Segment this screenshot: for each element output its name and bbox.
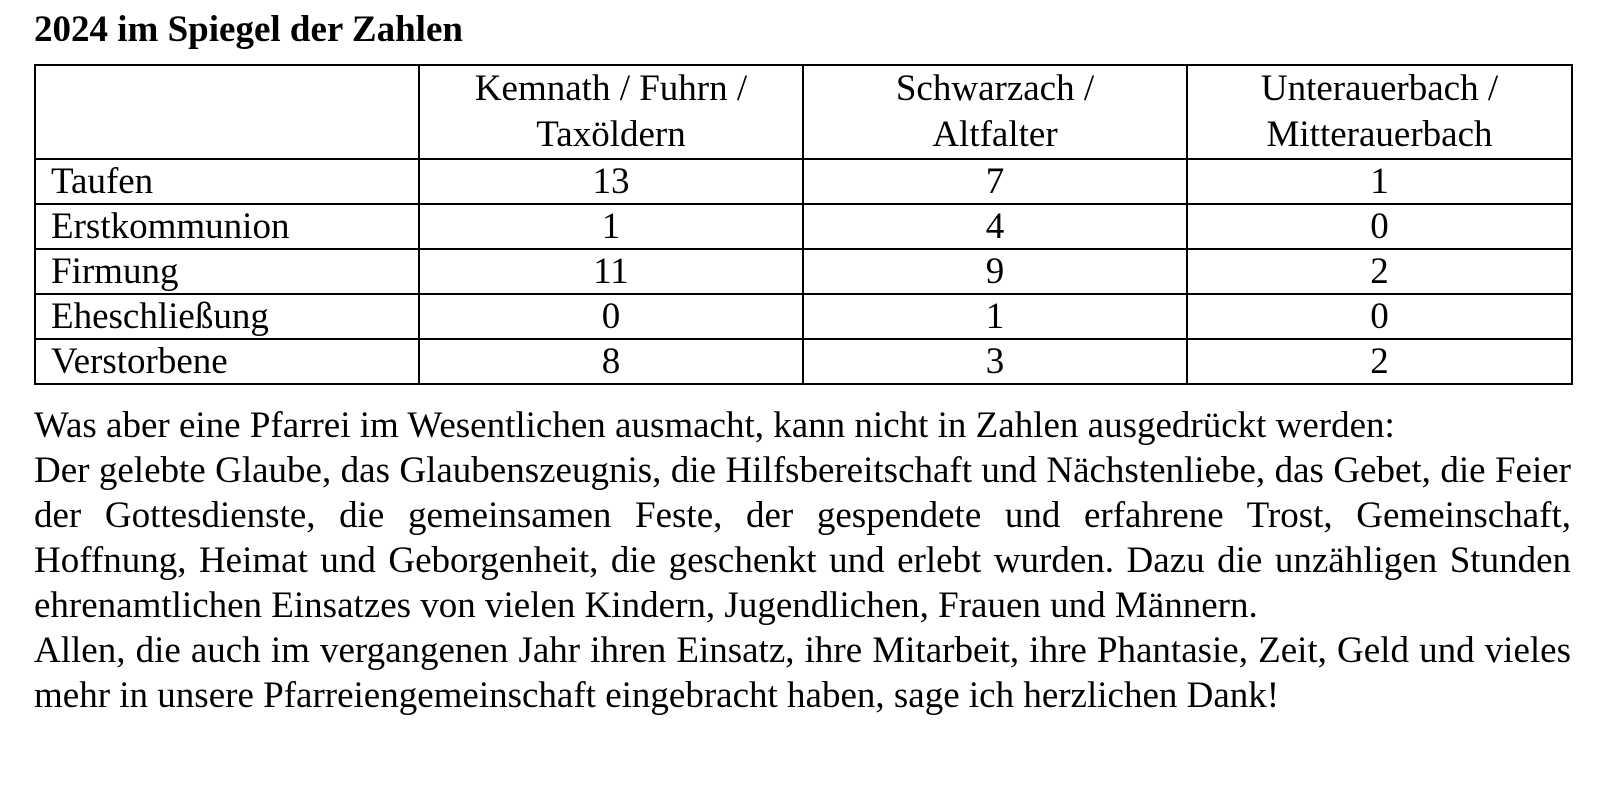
table-row xyxy=(35,294,1572,339)
table-cell: 1 xyxy=(419,204,803,249)
table-cell: 7 xyxy=(803,159,1187,204)
row-label: Eheschließung xyxy=(35,294,419,339)
header-line: Taxöldern xyxy=(536,114,686,155)
page-title: 2024 im Spiegel der Zahlen xyxy=(34,9,463,50)
row-label: Verstorbene xyxy=(35,339,419,384)
table-row xyxy=(35,159,1572,204)
document-page xyxy=(34,0,1571,716)
table-row xyxy=(35,204,1572,249)
paragraph-thanks: Allen, die auch im vergangenen Jahr ihren Einsatz, ihre Mitarbeit, ihre Phantasie, Zeit, Geld und vieles mehr in unsere Pfarreiengemeinschaft eingebracht haben, sage ich herzlichen Dank! xyxy=(34,630,1571,716)
body-text xyxy=(34,403,1571,718)
table-cell: 1 xyxy=(803,294,1187,339)
header-line: Altfalter xyxy=(932,114,1058,155)
statistics-table xyxy=(34,64,1573,385)
table-row xyxy=(35,249,1572,294)
table-cell: 1 xyxy=(1187,159,1572,204)
table-cell: 4 xyxy=(803,204,1187,249)
table-cell: 11 xyxy=(419,249,803,294)
row-label: Erstkommunion xyxy=(35,204,419,249)
table-cell: 0 xyxy=(1187,204,1572,249)
row-label: Taufen xyxy=(35,159,419,204)
header-line: Kemnath / Fuhrn / xyxy=(474,68,748,109)
table-cell: 0 xyxy=(419,294,803,339)
table-cell: 3 xyxy=(803,339,1187,384)
paragraph-intro: Was aber eine Pfarrei im Wesentlichen ausmacht, kann nicht in Zahlen ausgedrückt werden: xyxy=(34,405,1395,446)
header-cell-empty xyxy=(35,65,419,159)
row-label: Firmung xyxy=(35,249,419,294)
table-cell: 13 xyxy=(419,159,803,204)
table-cell: 2 xyxy=(1187,249,1572,294)
header-line: Mitterauerbach xyxy=(1266,114,1493,155)
header-cell-kemnath xyxy=(419,65,803,159)
table-cell: 9 xyxy=(803,249,1187,294)
table-row xyxy=(35,339,1572,384)
table-header-row xyxy=(35,65,1572,159)
table-cell: 2 xyxy=(1187,339,1572,384)
header-line: Schwarzach / xyxy=(895,68,1095,109)
table-cell: 8 xyxy=(419,339,803,384)
header-line: Unterauerbach / xyxy=(1260,68,1499,109)
header-cell-unterauerbach xyxy=(1187,65,1572,159)
header-cell-schwarzach xyxy=(803,65,1187,159)
table-cell: 0 xyxy=(1187,294,1572,339)
paragraph-main: Der gelebte Glaube, das Glaubenszeugnis, die Hilfsbereitschaft und Nächstenliebe, das Gebet, die Feier der Gottesdienste, die gemeinsamen Feste, der gespendete und erfahrene Trost, Gemeinschaft, Hoffnung, Heimat und Geborgenheit, die geschenkt und erlebt wurden. Dazu die unzähligen Stunden ehrenamtlichen Einsatzes von vielen Kindern, Jugendlichen, Frauen und Männern. xyxy=(34,450,1571,626)
